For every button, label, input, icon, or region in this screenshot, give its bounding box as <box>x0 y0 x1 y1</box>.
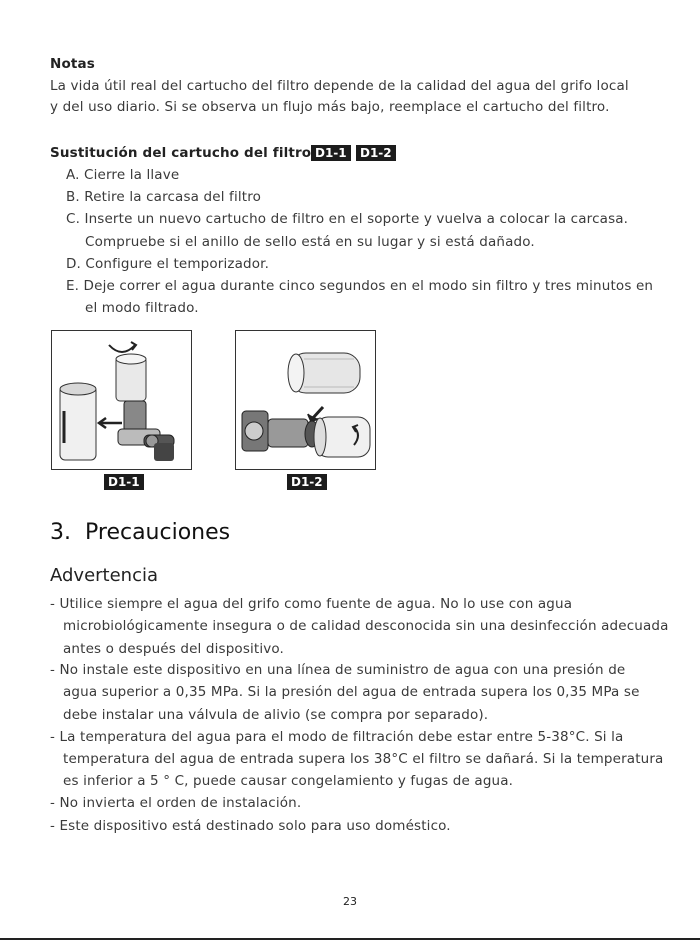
section-title-text: Precauciones <box>85 520 231 545</box>
figure-caption-d1-2: D1-2 <box>287 474 327 490</box>
warning-line-5: agua superior a 0,35 MPa. Si la presión del agua de entrada supera los 0,35 MPa se <box>63 684 640 700</box>
warning-line-6: debe instalar una válvula de alivio (se compra por separado). <box>63 707 489 723</box>
figure-d1-1 <box>51 330 192 470</box>
bottom-rule <box>0 938 700 940</box>
notes-line-1: La vida útil real del cartucho del filtro depende de la calidad del agua del grifo local <box>50 78 629 94</box>
warning-line-8: temperatura del agua de entrada supera los 38°C el filtro se dañará. Si la temperatura <box>63 751 664 767</box>
section-title <box>50 520 230 545</box>
notes-heading: Notas <box>50 56 95 72</box>
step-b: B. Retire la carcasa del filtro <box>66 189 262 205</box>
warning-line-9: es inferior a 5 ° C, puede causar congelamiento y fugas de agua. <box>63 773 514 789</box>
step-e-cont: el modo filtrado. <box>85 300 199 316</box>
step-c-cont: Compruebe si el anillo de sello está en su lugar y si está dañado. <box>85 234 535 250</box>
figure-caption-d1-1: D1-1 <box>104 474 144 490</box>
replacement-heading: Sustitución del cartucho del filtro <box>50 145 312 161</box>
filter-insert-illustration <box>236 331 375 469</box>
warning-line-7: - La temperatura del agua para el modo de filtración debe estar entre 5-38°C. Si la <box>50 729 624 745</box>
warning-line-1: - Utilice siempre el agua del grifo como fuente de agua. No lo use con agua <box>50 596 573 612</box>
step-e: E. Deje correr el agua durante cinco segundos en el modo sin filtro y tres minutos en <box>66 278 654 294</box>
warning-line-3: antes o después del dispositivo. <box>63 641 284 657</box>
filter-removal-illustration <box>52 331 191 469</box>
warning-line-10: - No invierta el orden de instalación. <box>50 795 302 811</box>
notes-line-2: y del uso diario. Si se observa un flujo más bajo, reemplace el cartucho del filtro. <box>50 99 610 115</box>
section-subtitle: Advertencia <box>50 565 159 586</box>
figure-d1-2 <box>235 330 376 470</box>
warning-line-4: - No instale este dispositivo en una línea de suministro de agua con una presión de <box>50 662 626 678</box>
step-d: D. Configure el temporizador. <box>66 256 270 272</box>
page-number: 23 <box>343 895 357 908</box>
tag-d1-2: D1-2 <box>356 145 396 161</box>
section-number: 3. <box>50 520 71 545</box>
warning-line-11: - Este dispositivo está destinado solo para uso doméstico. <box>50 818 451 834</box>
tag-d1-1: D1-1 <box>311 145 351 161</box>
step-a: A. Cierre la llave <box>66 167 180 183</box>
step-c: C. Inserte un nuevo cartucho de filtro en el soporte y vuelva a colocar la carcasa. <box>66 211 629 227</box>
warning-line-2: microbiológicamente insegura o de calidad desconocida sin una desinfección adecuada <box>63 618 669 634</box>
